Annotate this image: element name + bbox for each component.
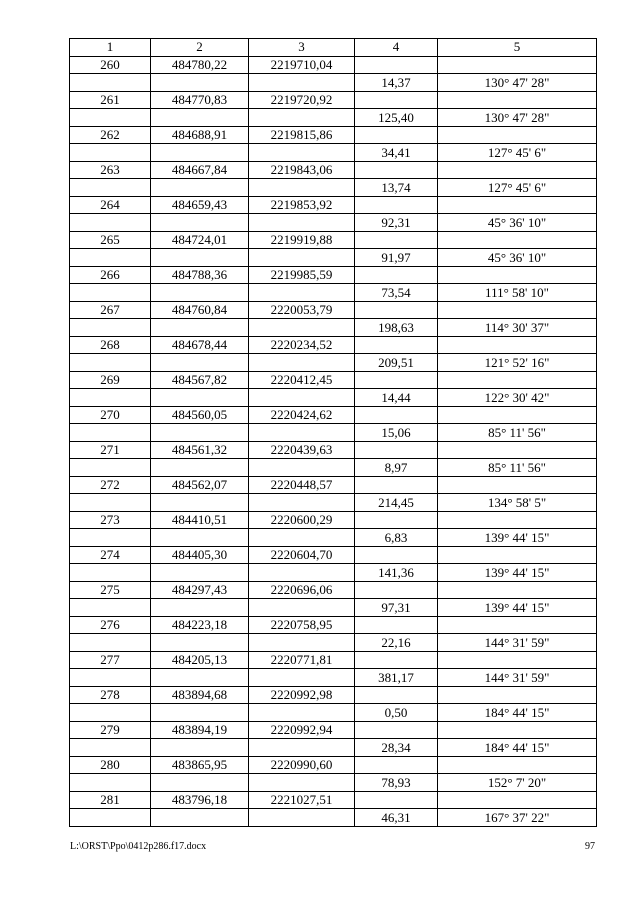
cell-empty bbox=[70, 739, 151, 757]
table-row-point bbox=[70, 616, 597, 634]
cell-empty bbox=[70, 459, 151, 477]
cell-empty bbox=[249, 494, 355, 512]
table-body bbox=[70, 39, 597, 827]
cell-x-coordinate: 484410,51 bbox=[151, 511, 249, 529]
cell-direction-angle: 139° 44' 15" bbox=[438, 564, 597, 582]
cell-empty bbox=[151, 739, 249, 757]
cell-empty bbox=[151, 144, 249, 162]
cell-y-coordinate: 2220412,45 bbox=[249, 371, 355, 389]
cell-empty bbox=[249, 249, 355, 267]
cell-empty bbox=[151, 74, 249, 92]
cell-empty bbox=[438, 336, 597, 354]
table-row-segment bbox=[70, 249, 597, 267]
cell-y-coordinate: 2220234,52 bbox=[249, 336, 355, 354]
table-row-segment bbox=[70, 459, 597, 477]
cell-x-coordinate: 484724,01 bbox=[151, 231, 249, 249]
cell-empty bbox=[70, 529, 151, 547]
coordinates-table bbox=[69, 38, 597, 827]
cell-empty bbox=[438, 721, 597, 739]
cell-point-number: 265 bbox=[70, 231, 151, 249]
cell-y-coordinate: 2219710,04 bbox=[249, 56, 355, 74]
cell-empty bbox=[70, 809, 151, 827]
cell-empty bbox=[355, 616, 438, 634]
table-row-point bbox=[70, 441, 597, 459]
cell-direction-angle: 111° 58' 10" bbox=[438, 284, 597, 302]
cell-empty bbox=[151, 424, 249, 442]
header-col-2: 2 bbox=[151, 39, 249, 57]
cell-empty bbox=[355, 791, 438, 809]
cell-empty bbox=[151, 249, 249, 267]
cell-y-coordinate: 2220758,95 bbox=[249, 616, 355, 634]
header-col-1: 1 bbox=[70, 39, 151, 57]
table-row-point bbox=[70, 231, 597, 249]
cell-y-coordinate: 2219919,88 bbox=[249, 231, 355, 249]
cell-y-coordinate: 2220771,81 bbox=[249, 651, 355, 669]
cell-x-coordinate: 483894,68 bbox=[151, 686, 249, 704]
table-row-point bbox=[70, 196, 597, 214]
cell-point-number: 269 bbox=[70, 371, 151, 389]
cell-point-number: 263 bbox=[70, 161, 151, 179]
table-row-segment bbox=[70, 494, 597, 512]
cell-y-coordinate: 2220439,63 bbox=[249, 441, 355, 459]
cell-empty bbox=[249, 109, 355, 127]
cell-empty bbox=[70, 494, 151, 512]
cell-empty bbox=[438, 756, 597, 774]
cell-point-number: 268 bbox=[70, 336, 151, 354]
table-row-point bbox=[70, 91, 597, 109]
cell-empty bbox=[249, 739, 355, 757]
table-row-point bbox=[70, 581, 597, 599]
cell-empty bbox=[438, 686, 597, 704]
cell-y-coordinate: 2220696,06 bbox=[249, 581, 355, 599]
cell-segment-length: 22,16 bbox=[355, 634, 438, 652]
cell-point-number: 260 bbox=[70, 56, 151, 74]
cell-empty bbox=[249, 389, 355, 407]
table-row-segment bbox=[70, 74, 597, 92]
cell-x-coordinate: 484678,44 bbox=[151, 336, 249, 354]
cell-direction-angle: 184° 44' 15" bbox=[438, 704, 597, 722]
cell-empty bbox=[438, 406, 597, 424]
table-row-segment bbox=[70, 564, 597, 582]
cell-segment-length: 6,83 bbox=[355, 529, 438, 547]
table-row-point bbox=[70, 161, 597, 179]
cell-point-number: 278 bbox=[70, 686, 151, 704]
cell-direction-angle: 45° 36' 10" bbox=[438, 214, 597, 232]
cell-empty bbox=[70, 284, 151, 302]
table-row-segment bbox=[70, 774, 597, 792]
cell-empty bbox=[438, 791, 597, 809]
cell-empty bbox=[355, 651, 438, 669]
cell-empty bbox=[438, 56, 597, 74]
table-row-segment bbox=[70, 529, 597, 547]
cell-direction-angle: 122° 30' 42" bbox=[438, 389, 597, 407]
cell-empty bbox=[438, 266, 597, 284]
cell-segment-length: 198,63 bbox=[355, 319, 438, 337]
cell-segment-length: 214,45 bbox=[355, 494, 438, 512]
cell-empty bbox=[355, 511, 438, 529]
table-row-segment bbox=[70, 319, 597, 337]
cell-empty bbox=[438, 371, 597, 389]
cell-empty bbox=[355, 56, 438, 74]
cell-x-coordinate: 484760,84 bbox=[151, 301, 249, 319]
cell-empty bbox=[438, 196, 597, 214]
cell-empty bbox=[355, 161, 438, 179]
cell-empty bbox=[70, 144, 151, 162]
cell-point-number: 274 bbox=[70, 546, 151, 564]
cell-empty bbox=[151, 599, 249, 617]
table-row-segment bbox=[70, 144, 597, 162]
cell-empty bbox=[70, 564, 151, 582]
table-row-segment bbox=[70, 214, 597, 232]
table-row-point bbox=[70, 476, 597, 494]
cell-y-coordinate: 2220600,29 bbox=[249, 511, 355, 529]
table-row-point bbox=[70, 371, 597, 389]
cell-x-coordinate: 484688,91 bbox=[151, 126, 249, 144]
cell-segment-length: 0,50 bbox=[355, 704, 438, 722]
cell-direction-angle: 127° 45' 6" bbox=[438, 144, 597, 162]
cell-empty bbox=[151, 529, 249, 547]
cell-y-coordinate: 2219720,92 bbox=[249, 91, 355, 109]
cell-x-coordinate: 484788,36 bbox=[151, 266, 249, 284]
cell-segment-length: 34,41 bbox=[355, 144, 438, 162]
table-row-segment bbox=[70, 354, 597, 372]
table-row-point bbox=[70, 301, 597, 319]
table-row-point bbox=[70, 126, 597, 144]
cell-direction-angle: 139° 44' 15" bbox=[438, 529, 597, 547]
cell-empty bbox=[151, 704, 249, 722]
table-row-segment bbox=[70, 704, 597, 722]
cell-empty bbox=[151, 319, 249, 337]
cell-empty bbox=[355, 546, 438, 564]
cell-x-coordinate: 483894,19 bbox=[151, 721, 249, 739]
cell-x-coordinate: 484223,18 bbox=[151, 616, 249, 634]
cell-point-number: 276 bbox=[70, 616, 151, 634]
cell-empty bbox=[438, 91, 597, 109]
cell-segment-length: 73,54 bbox=[355, 284, 438, 302]
table-row-point bbox=[70, 546, 597, 564]
cell-x-coordinate: 484562,07 bbox=[151, 476, 249, 494]
cell-direction-angle: 144° 31' 59" bbox=[438, 634, 597, 652]
cell-point-number: 275 bbox=[70, 581, 151, 599]
header-col-4: 4 bbox=[355, 39, 438, 57]
cell-empty bbox=[249, 319, 355, 337]
cell-point-number: 279 bbox=[70, 721, 151, 739]
cell-direction-angle: 152° 7' 20" bbox=[438, 774, 597, 792]
cell-segment-length: 209,51 bbox=[355, 354, 438, 372]
cell-point-number: 281 bbox=[70, 791, 151, 809]
table-row-segment bbox=[70, 389, 597, 407]
cell-empty bbox=[438, 231, 597, 249]
cell-y-coordinate: 2219843,06 bbox=[249, 161, 355, 179]
cell-empty bbox=[151, 179, 249, 197]
cell-empty bbox=[70, 599, 151, 617]
cell-empty bbox=[249, 354, 355, 372]
cell-x-coordinate: 484667,84 bbox=[151, 161, 249, 179]
cell-direction-angle: 184° 44' 15" bbox=[438, 739, 597, 757]
table-row-point bbox=[70, 511, 597, 529]
table-row-segment bbox=[70, 669, 597, 687]
cell-segment-length: 91,97 bbox=[355, 249, 438, 267]
cell-empty bbox=[70, 214, 151, 232]
cell-empty bbox=[151, 494, 249, 512]
cell-direction-angle: 134° 58' 5" bbox=[438, 494, 597, 512]
cell-empty bbox=[355, 756, 438, 774]
cell-point-number: 277 bbox=[70, 651, 151, 669]
cell-empty bbox=[249, 704, 355, 722]
cell-y-coordinate: 2219853,92 bbox=[249, 196, 355, 214]
cell-empty bbox=[70, 634, 151, 652]
cell-empty bbox=[70, 704, 151, 722]
cell-segment-length: 97,31 bbox=[355, 599, 438, 617]
cell-point-number: 270 bbox=[70, 406, 151, 424]
cell-x-coordinate: 484770,83 bbox=[151, 91, 249, 109]
cell-segment-length: 14,37 bbox=[355, 74, 438, 92]
table-row-segment bbox=[70, 179, 597, 197]
cell-point-number: 261 bbox=[70, 91, 151, 109]
cell-empty bbox=[355, 126, 438, 144]
cell-x-coordinate: 484780,22 bbox=[151, 56, 249, 74]
cell-x-coordinate: 483865,95 bbox=[151, 756, 249, 774]
cell-direction-angle: 130° 47' 28" bbox=[438, 109, 597, 127]
cell-y-coordinate: 2220448,57 bbox=[249, 476, 355, 494]
cell-empty bbox=[355, 336, 438, 354]
cell-segment-length: 381,17 bbox=[355, 669, 438, 687]
cell-segment-length: 92,31 bbox=[355, 214, 438, 232]
cell-empty bbox=[249, 144, 355, 162]
cell-empty bbox=[355, 196, 438, 214]
cell-empty bbox=[151, 669, 249, 687]
cell-empty bbox=[249, 634, 355, 652]
cell-empty bbox=[151, 109, 249, 127]
cell-empty bbox=[355, 91, 438, 109]
table-row-segment bbox=[70, 109, 597, 127]
cell-y-coordinate: 2220053,79 bbox=[249, 301, 355, 319]
cell-empty bbox=[355, 686, 438, 704]
table-row-point bbox=[70, 406, 597, 424]
cell-empty bbox=[70, 424, 151, 442]
cell-segment-length: 8,97 bbox=[355, 459, 438, 477]
cell-direction-angle: 114° 30' 37" bbox=[438, 319, 597, 337]
cell-empty bbox=[438, 476, 597, 494]
cell-direction-angle: 45° 36' 10" bbox=[438, 249, 597, 267]
cell-segment-length: 28,34 bbox=[355, 739, 438, 757]
table-row-point bbox=[70, 336, 597, 354]
table-row-point bbox=[70, 791, 597, 809]
cell-empty bbox=[355, 231, 438, 249]
cell-empty bbox=[70, 109, 151, 127]
cell-direction-angle: 121° 52' 16" bbox=[438, 354, 597, 372]
cell-empty bbox=[151, 389, 249, 407]
cell-empty bbox=[249, 529, 355, 547]
cell-segment-length: 46,31 bbox=[355, 809, 438, 827]
cell-empty bbox=[438, 301, 597, 319]
cell-empty bbox=[355, 441, 438, 459]
cell-empty bbox=[249, 284, 355, 302]
cell-empty bbox=[151, 214, 249, 232]
cell-empty bbox=[438, 546, 597, 564]
cell-empty bbox=[438, 651, 597, 669]
table-row-point bbox=[70, 651, 597, 669]
table-row-point bbox=[70, 721, 597, 739]
cell-y-coordinate: 2220992,98 bbox=[249, 686, 355, 704]
cell-x-coordinate: 484567,82 bbox=[151, 371, 249, 389]
cell-y-coordinate: 2220992,94 bbox=[249, 721, 355, 739]
cell-point-number: 262 bbox=[70, 126, 151, 144]
cell-empty bbox=[438, 126, 597, 144]
cell-empty bbox=[70, 179, 151, 197]
cell-x-coordinate: 484405,30 bbox=[151, 546, 249, 564]
cell-empty bbox=[249, 74, 355, 92]
cell-empty bbox=[249, 424, 355, 442]
cell-y-coordinate: 2220990,60 bbox=[249, 756, 355, 774]
cell-point-number: 272 bbox=[70, 476, 151, 494]
cell-empty bbox=[355, 301, 438, 319]
cell-empty bbox=[249, 564, 355, 582]
header-col-3: 3 bbox=[249, 39, 355, 57]
cell-empty bbox=[70, 319, 151, 337]
cell-direction-angle: 167° 37' 22" bbox=[438, 809, 597, 827]
table-row-point bbox=[70, 56, 597, 74]
cell-point-number: 273 bbox=[70, 511, 151, 529]
table-row-point bbox=[70, 756, 597, 774]
cell-empty bbox=[70, 669, 151, 687]
table-row-point bbox=[70, 686, 597, 704]
cell-y-coordinate: 2220604,70 bbox=[249, 546, 355, 564]
footer-page-number: 97 bbox=[585, 841, 595, 852]
cell-y-coordinate: 2219985,59 bbox=[249, 266, 355, 284]
cell-empty bbox=[249, 774, 355, 792]
cell-y-coordinate: 2219815,86 bbox=[249, 126, 355, 144]
table-row-segment bbox=[70, 634, 597, 652]
cell-x-coordinate: 484659,43 bbox=[151, 196, 249, 214]
cell-point-number: 267 bbox=[70, 301, 151, 319]
cell-empty bbox=[151, 354, 249, 372]
cell-empty bbox=[70, 389, 151, 407]
cell-empty bbox=[249, 179, 355, 197]
cell-empty bbox=[151, 284, 249, 302]
cell-empty bbox=[355, 371, 438, 389]
table-row-segment bbox=[70, 424, 597, 442]
cell-empty bbox=[151, 774, 249, 792]
table-row-segment bbox=[70, 284, 597, 302]
cell-empty bbox=[438, 581, 597, 599]
cell-empty bbox=[355, 581, 438, 599]
cell-x-coordinate: 484560,05 bbox=[151, 406, 249, 424]
cell-empty bbox=[151, 634, 249, 652]
cell-empty bbox=[438, 511, 597, 529]
cell-point-number: 264 bbox=[70, 196, 151, 214]
cell-empty bbox=[249, 459, 355, 477]
cell-segment-length: 141,36 bbox=[355, 564, 438, 582]
cell-segment-length: 125,40 bbox=[355, 109, 438, 127]
cell-empty bbox=[70, 774, 151, 792]
cell-segment-length: 15,06 bbox=[355, 424, 438, 442]
cell-empty bbox=[249, 599, 355, 617]
cell-point-number: 266 bbox=[70, 266, 151, 284]
cell-empty bbox=[355, 266, 438, 284]
cell-empty bbox=[249, 214, 355, 232]
cell-point-number: 280 bbox=[70, 756, 151, 774]
cell-direction-angle: 139° 44' 15" bbox=[438, 599, 597, 617]
cell-segment-length: 78,93 bbox=[355, 774, 438, 792]
table-row-segment bbox=[70, 739, 597, 757]
table-row-segment bbox=[70, 809, 597, 827]
cell-empty bbox=[70, 74, 151, 92]
header-col-5: 5 bbox=[438, 39, 597, 57]
cell-direction-angle: 144° 31' 59" bbox=[438, 669, 597, 687]
cell-empty bbox=[151, 564, 249, 582]
cell-empty bbox=[438, 441, 597, 459]
cell-segment-length: 14,44 bbox=[355, 389, 438, 407]
cell-x-coordinate: 484205,13 bbox=[151, 651, 249, 669]
footer-file-path: L:\ORST\Ppo\0412p286.f17.docx bbox=[70, 841, 207, 852]
cell-empty bbox=[151, 459, 249, 477]
cell-direction-angle: 130° 47' 28" bbox=[438, 74, 597, 92]
cell-x-coordinate: 483796,18 bbox=[151, 791, 249, 809]
cell-empty bbox=[70, 249, 151, 267]
cell-point-number: 271 bbox=[70, 441, 151, 459]
cell-empty bbox=[355, 406, 438, 424]
cell-empty bbox=[151, 809, 249, 827]
cell-empty bbox=[249, 809, 355, 827]
table-row-segment bbox=[70, 599, 597, 617]
cell-empty bbox=[355, 721, 438, 739]
cell-direction-angle: 85° 11' 56" bbox=[438, 459, 597, 477]
cell-direction-angle: 85° 11' 56" bbox=[438, 424, 597, 442]
cell-x-coordinate: 484297,43 bbox=[151, 581, 249, 599]
table-header-row bbox=[70, 39, 597, 57]
cell-segment-length: 13,74 bbox=[355, 179, 438, 197]
cell-direction-angle: 127° 45' 6" bbox=[438, 179, 597, 197]
cell-y-coordinate: 2221027,51 bbox=[249, 791, 355, 809]
cell-empty bbox=[438, 161, 597, 179]
cell-empty bbox=[355, 476, 438, 494]
table-row-point bbox=[70, 266, 597, 284]
cell-empty bbox=[249, 669, 355, 687]
cell-y-coordinate: 2220424,62 bbox=[249, 406, 355, 424]
cell-empty bbox=[70, 354, 151, 372]
cell-empty bbox=[438, 616, 597, 634]
cell-x-coordinate: 484561,32 bbox=[151, 441, 249, 459]
